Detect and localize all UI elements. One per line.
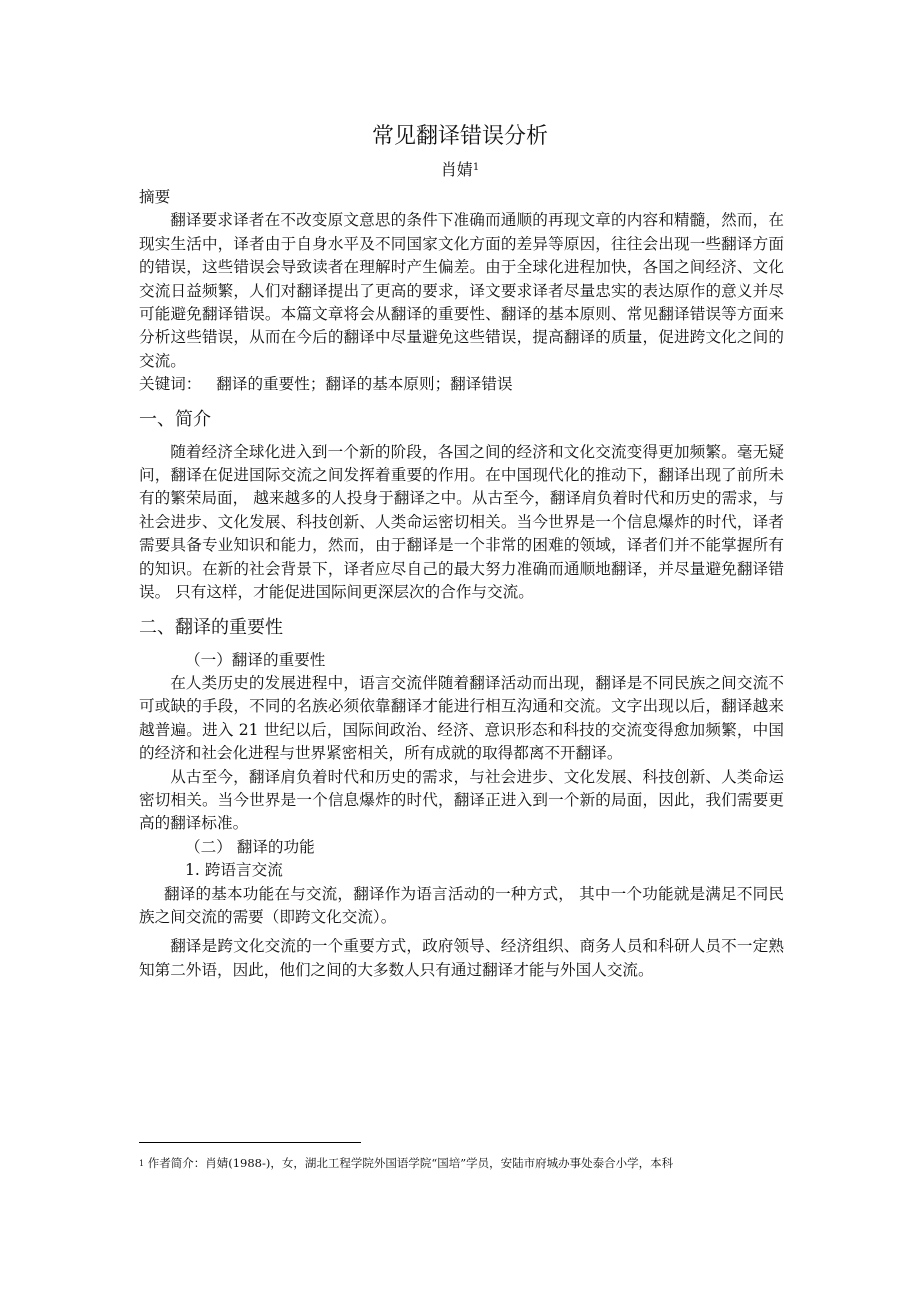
keywords-line (139, 373, 784, 396)
section2-paragraph-1: 在人类历史的发展进程中，语言交流伴随着翻译活动而出现，翻译是不同民族之间交流不可或缺的手段，不同的名族必须依靠翻译才能进行相互沟通和交流。文字出现以后，翻译越来越普遍。进入 21 世纪以后，国际间政治、经济、意识形态和科技的交流变得愈加频繁，中国的经济和社会化进程与世界紧密相关，所有成就的取得都离不开翻译。 (139, 673, 784, 763)
footnote-marker: 1 (139, 1159, 145, 1168)
author-footnote-marker: 1 (472, 162, 480, 173)
footnote (139, 1154, 779, 1173)
section2-paragraph-2: 从古至今，翻译肩负着时代和历史的需求，与社会进步、文化发展、科技创新、人类命运密切相关。当今世界是一个信息爆炸的时代，翻译正进入到一个新的局面，因此，我们需要更高的翻译标准。 (139, 767, 784, 833)
keywords-text: 翻译的重要性；翻译的基本原则；翻译错误 (216, 375, 513, 394)
author-name: 肖婧 (440, 160, 473, 179)
subsection-2-2-heading: （二） 翻译的功能 (185, 837, 315, 856)
abstract-text: 翻译要求译者在不改变原文意思的条件下准确而通顺的再现文章的内容和精髓，然而，在现实生活中，译者由于自身水平及不同国家文化方面的差异等原因，往往会出现一些翻译方面的错误，这些错误会导致读者在理解时产生偏差。由于全球化进程加快，各国之间经济、文化交流日益频繁，人们对翻译提出了更高的要求，译文要求译者尽量忠实的表达原作的意义并尽可能避免翻译错误。本篇文章将会从翻译的重要性、翻译的基本原则、常见翻译错误等方面来分析这些错误，从而在今后的翻译中尽量避免这些错误，提高翻译的质量，促进跨文化之间的交流。 (139, 211, 784, 370)
subsection-2-2-1-heading: 1. 跨语言交流 (185, 861, 283, 880)
document-body (139, 186, 784, 982)
author-line (0, 156, 920, 184)
section2-paragraph-3: 翻译的基本功能在与交流，翻译作为语言活动的一种方式， 其中一个功能就是满足不同民族之间交流的需要（即跨文化交流）。 (139, 884, 784, 926)
paper-title: 常见翻译错误分析 (371, 124, 548, 149)
section2-paragraph-4: 翻译是跨文化交流的一个重要方式，政府领导、经济组织、商务人员和科研人员不一定熟知第二外语，因此，他们之间的大多数人只有通过翻译才能与外国人交流。 (139, 937, 784, 979)
abstract-heading: 摘要 (139, 188, 171, 206)
footnote-text: 作者简介：肖婧(1988-)，女，湖北工程学院外国语学院“国培”学员，安陆市府城办事处泰合小学，本科 (147, 1156, 674, 1170)
subsection-2-1-heading: （一）翻译的重要性 (185, 650, 326, 669)
section2-heading: 二、翻译的重要性 (139, 616, 283, 638)
section1-paragraph: 随着经济全球化进入到一个新的阶段，各国之间的经济和文化交流变得更加频繁。毫无疑问，翻译在促进国际交流之间发挥着重要的作用。在中国现代化的推动下，翻译出现了前所未有的繁荣局面， 越来越多的人投身于翻译之中。从古至今，翻译肩负着时代和历史的需求，与社会进步、文化发展、科技创新、人类命运密切相关。当今世界是一个信息爆炸的时代，译者需要具备专业知识和能力，然而，由于翻译是一个非常的困难的领域，译者们并不能掌握所有的知识。在新的社会背景下，译者应尽自己的最大努力准确而通顺地翻译，并尽量避免翻译错误。 只有这样，才能促进国际间更深层次的合作与交流。 (139, 442, 784, 602)
keywords-label: 关键词： (139, 375, 202, 394)
section1-heading: 一、简介 (139, 408, 211, 430)
footnote-divider (139, 1142, 361, 1143)
